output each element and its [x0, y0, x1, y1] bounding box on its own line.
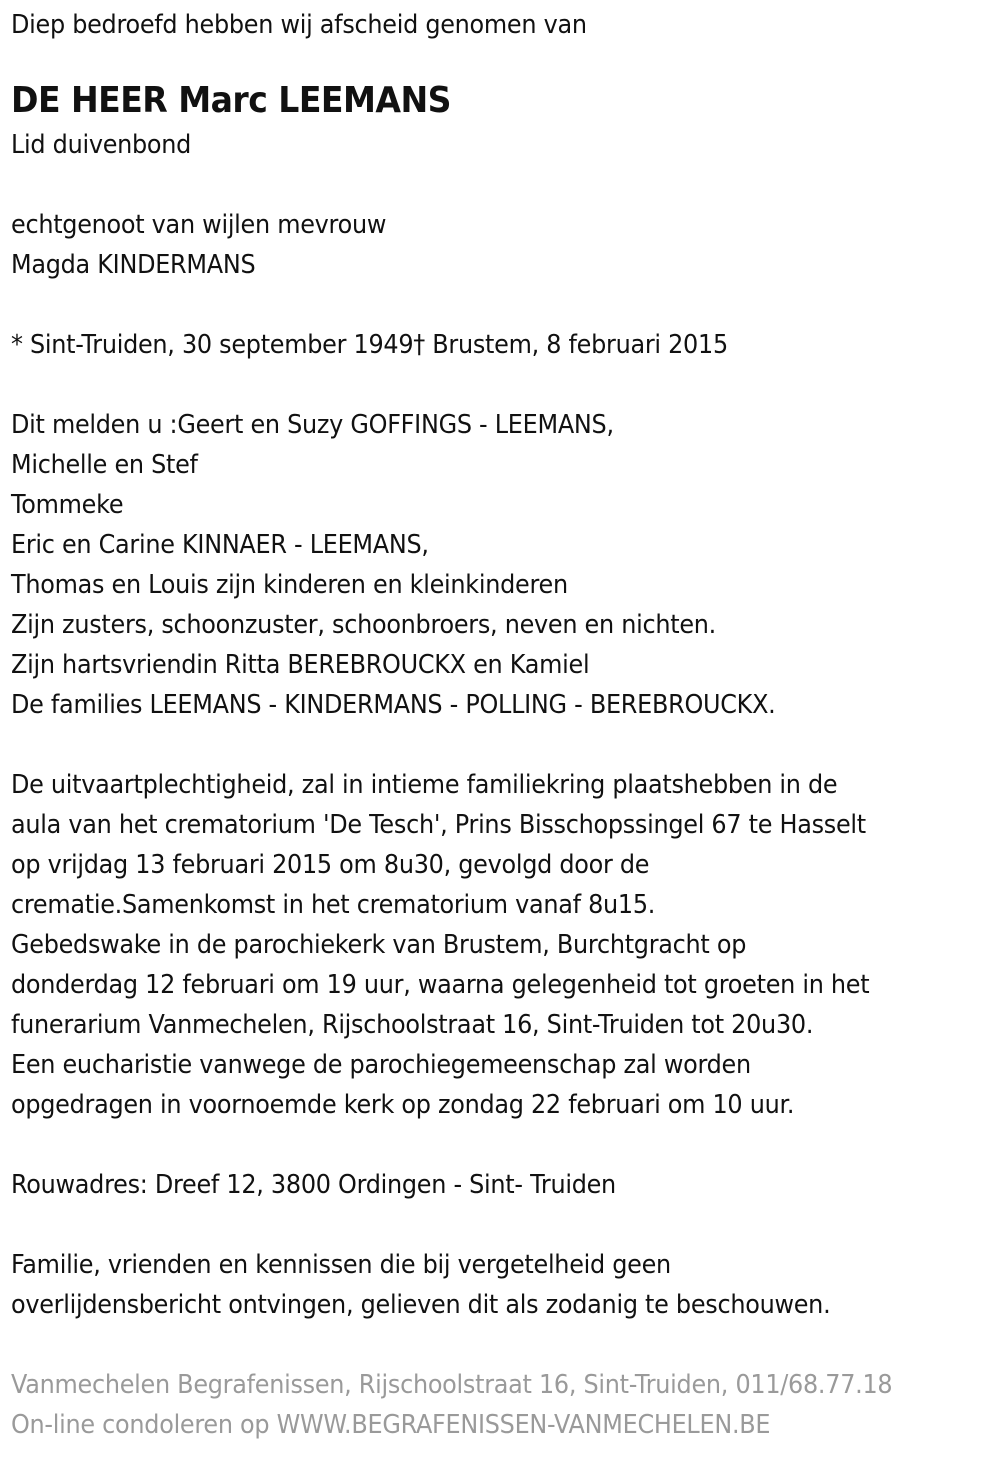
notice-line	[11, 1285, 996, 1325]
address-text: Rouwadres: Dreef 12, 3800 Ordingen - Sint- Truiden	[11, 1170, 616, 1200]
deceased-name	[11, 77, 996, 125]
deceased-subtitle	[11, 125, 996, 165]
family-section	[11, 405, 996, 725]
family-line	[11, 565, 996, 605]
ceremony-line	[11, 1045, 996, 1085]
ceremony-section	[11, 765, 996, 1125]
spacer	[11, 1325, 996, 1365]
intro-label: Diep bedroefd hebben wij afscheid genomen van	[11, 10, 587, 40]
deceased-name-label: DE HEER Marc LEEMANS	[11, 80, 451, 121]
spouse-section	[11, 205, 996, 285]
family-line	[11, 525, 996, 565]
ceremony-line	[11, 1005, 996, 1045]
spouse-line	[11, 245, 996, 285]
spacer	[11, 45, 996, 77]
spouse-line	[11, 205, 996, 245]
ceremony-line-text: Gebedswake in de parochiekerk van Brustem, Burchtgracht op	[11, 930, 747, 960]
family-line-text: Michelle en Stef	[11, 450, 198, 480]
ceremony-line-text: opgedragen in voornoemde kerk op zondag 22 februari om 10 uur.	[11, 1090, 795, 1120]
notice-line	[11, 1245, 996, 1285]
intro-text	[11, 5, 996, 45]
subtitle-label: Lid duivenbond	[11, 130, 192, 160]
family-line	[11, 605, 996, 645]
family-line-text: Tommeke	[11, 490, 124, 520]
ceremony-line-text: op vrijdag 13 februari 2015 om 8u30, gevolgd door de	[11, 850, 650, 880]
family-line-text: Zijn zusters, schoonzuster, schoonbroers, neven en nichten.	[11, 610, 716, 640]
spacer	[11, 285, 996, 325]
notice-section	[11, 1245, 996, 1325]
spacer	[11, 165, 996, 205]
funeral-home-text: Vanmechelen Begrafenissen, Rijschoolstraat 16, Sint-Truiden, 011/68.77.18	[11, 1370, 893, 1400]
ceremony-line-text: aula van het crematorium 'De Tesch', Prins Bisschopssingel 67 te Hasselt	[11, 810, 866, 840]
family-line	[11, 685, 996, 725]
funeral-home-info	[11, 1365, 996, 1405]
birth-death-dates	[11, 325, 996, 365]
ceremony-line-text: crematie.Samenkomst in het crematorium vanaf 8u15.	[11, 890, 656, 920]
family-line-text: Dit melden u :Geert en Suzy GOFFINGS - LEEMANS,	[11, 410, 614, 440]
dates-text: * Sint-Truiden, 30 september 1949† Brustem, 8 februari 2015	[11, 330, 728, 360]
family-line-text: Zijn hartsvriendin Ritta BEREBROUCKX en Kamiel	[11, 650, 590, 680]
spacer	[11, 365, 996, 405]
ceremony-line	[11, 765, 996, 805]
ceremony-line-text: donderdag 12 februari om 19 uur, waarna gelegenheid tot groeten in het	[11, 970, 870, 1000]
spouse-line-text: Magda KINDERMANS	[11, 250, 256, 280]
spacer	[11, 1205, 996, 1245]
family-line-text: Eric en Carine KINNAER - LEEMANS,	[11, 530, 429, 560]
ceremony-line-text: De uitvaartplechtigheid, zal in intieme familiekring plaatshebben in de	[11, 770, 838, 800]
ceremony-line	[11, 925, 996, 965]
mourning-address	[11, 1165, 996, 1205]
ceremony-line	[11, 1085, 996, 1125]
ceremony-line	[11, 965, 996, 1005]
spacer	[11, 1125, 996, 1165]
spouse-line-text: echtgenoot van wijlen mevrouw	[11, 210, 387, 240]
spacer	[11, 725, 996, 765]
family-line-text: De families LEEMANS - KINDERMANS - POLLING - BEREBROUCKX.	[11, 690, 776, 720]
condolence-info	[11, 1405, 996, 1445]
condolence-text: On-line condoleren op WWW.BEGRAFENISSEN-VANMECHELEN.BE	[11, 1410, 771, 1440]
ceremony-line	[11, 845, 996, 885]
family-line	[11, 445, 996, 485]
family-line	[11, 485, 996, 525]
ceremony-line-text: funerarium Vanmechelen, Rijschoolstraat 16, Sint-Truiden tot 20u30.	[11, 1010, 814, 1040]
family-line	[11, 645, 996, 685]
obituary-document	[11, 5, 996, 1445]
footer	[11, 1365, 996, 1445]
ceremony-line-text: Een eucharistie vanwege de parochiegemeenschap zal worden	[11, 1050, 751, 1080]
notice-line-text: overlijdensbericht ontvingen, gelieven dit als zodanig te beschouwen.	[11, 1290, 831, 1320]
ceremony-line	[11, 805, 996, 845]
notice-line-text: Familie, vrienden en kennissen die bij vergetelheid geen	[11, 1250, 671, 1280]
family-line	[11, 405, 996, 445]
ceremony-line	[11, 885, 996, 925]
family-line-text: Thomas en Louis zijn kinderen en kleinkinderen	[11, 570, 568, 600]
